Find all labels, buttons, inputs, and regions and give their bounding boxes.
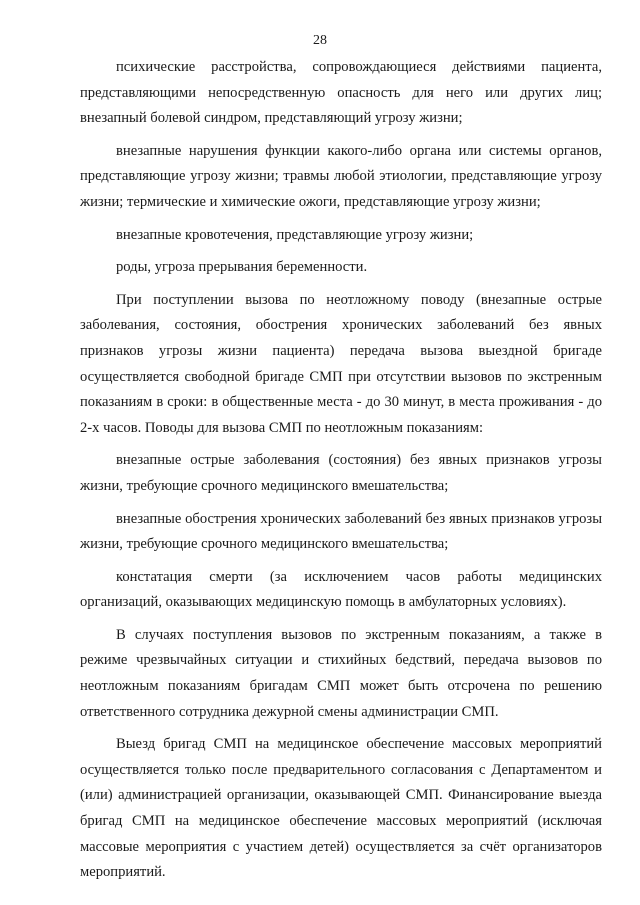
paragraph-mental-disorders: психические расстройства, сопровождающиеся действиями пациента, представляющими непосредственную опасность для него или других лиц; внезапный болевой синдром, представляющий угрозу жизни; bbox=[80, 59, 602, 127]
paragraph-urgent-call: При поступлении вызова по неотложному поводу (внезапные острые заболевания, состояния, обострения хронических заболеваний без явных признаков угрозы жизни пациента) передача вызова выездной бригаде осуществляется свободной бригаде СМП при отсутствии вызовов по экстренным показаниям в сроки: в общественные места - до 30 минут, в места проживания - до 2-х часов. Поводы для вызова СМП по неотложным показаниям: bbox=[80, 291, 602, 436]
paragraph-emergency-priority: В случаях поступления вызовов по экстренным показаниям, а также в режиме чрезвычайных ситуации и стихийных бедствий, передача вызовов по неотложным показаниям бригадам СМП может быть отсрочена по решению ответственного сотрудника дежурной смены администрации СМП. bbox=[80, 626, 602, 720]
page-number: 28 bbox=[313, 33, 327, 48]
paragraph-chronic-exacerbation: внезапные обострения хронических заболеваний без явных признаков угрозы жизни, требующие срочного медицинского вмешательства; bbox=[80, 510, 602, 553]
paragraph-organ-dysfunction: внезапные нарушения функции какого-либо органа или системы органов, представляющие угрозу жизни; травмы любой этиологии, представляющие угрозу жизни; термические и химические ожоги, представляющие угрозу жизни; bbox=[80, 142, 602, 210]
paragraph-bleeding: внезапные кровотечения, представляющие угрозу жизни; bbox=[116, 226, 474, 243]
paragraph-mass-events: Выезд бригад СМП на медицинское обеспечение массовых мероприятий осуществляется только после предварительного согласования с Департаментом и (или) администрацией организации, оказывающей СМП. Финансирование выезда бригад СМП на медицинское обеспечение массовых мероприятий (исключая массовые мероприятия с участием детей) осуществляется за счёт организаторов мероприятий. bbox=[80, 736, 602, 881]
paragraph-acute-diseases: внезапные острые заболевания (состояния) без явных признаков угрозы жизни, требующие срочного медицинского вмешательства; bbox=[80, 452, 602, 494]
document-body bbox=[80, 55, 602, 886]
paragraph-death-statement: констатация смерти (за исключением часов работы медицинских организаций, оказывающих медицинскую помощь в амбулаторных условиях). bbox=[80, 568, 602, 611]
paragraph-childbirth: роды, угроза прерывания беременности. bbox=[116, 259, 368, 276]
